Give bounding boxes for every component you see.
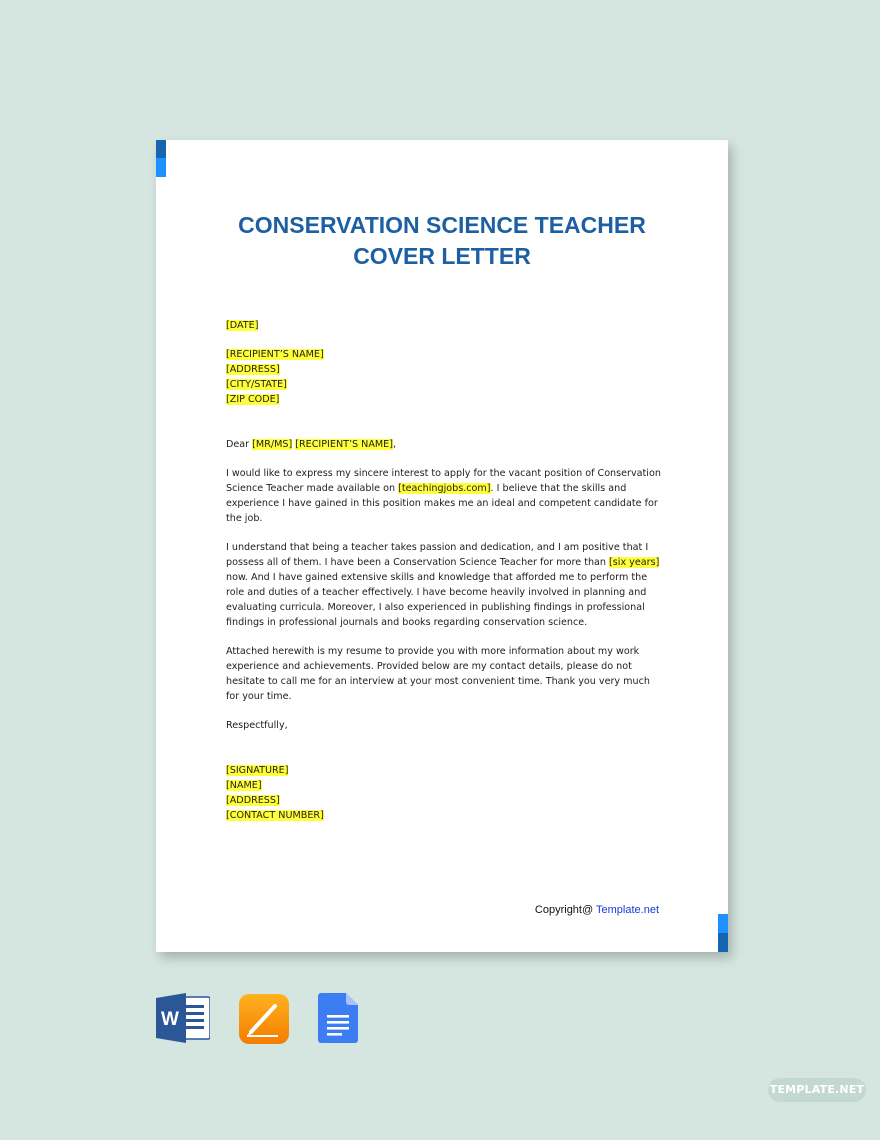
document-page (156, 140, 728, 952)
recipient-zip-line (226, 392, 666, 407)
recipient-zip-placeholder: [ZIP CODE] (226, 394, 280, 405)
svg-text:W: W (161, 1009, 179, 1030)
corner-accent-bottom-dark (718, 933, 728, 952)
salutation-suffix: , (393, 439, 397, 450)
date-line (226, 318, 666, 333)
title-line-1: CONSERVATION SCIENCE TEACHER (238, 212, 646, 238)
years-placeholder: [six years] (609, 557, 660, 568)
recipient-address-line (226, 362, 666, 377)
corner-accent-top-light (156, 158, 166, 177)
paragraph-1-text-a: I would like to express my sincere interest to apply for the vacant position of Conservation Science Teacher made available on (226, 468, 661, 494)
google-docs-icon[interactable] (318, 993, 358, 1043)
salutation-title-placeholder: [MR/MS] (252, 439, 293, 450)
corner-accent-bottom-light (718, 914, 728, 933)
paragraph-2 (226, 540, 666, 630)
date-placeholder: [DATE] (226, 320, 259, 331)
sender-address-line (226, 793, 666, 808)
recipient-name-line (226, 347, 666, 362)
salutation-name-placeholder: [RECIPIENT’S NAME] (295, 439, 393, 450)
copyright-link[interactable]: Template.net (596, 904, 659, 916)
job-site-placeholder: [teachingjobs.com] (398, 483, 491, 494)
closing: Respectfully, (226, 720, 288, 731)
pages-icon[interactable] (238, 993, 290, 1045)
recipient-city-placeholder: [CITY/STATE] (226, 379, 287, 390)
paragraph-2-text-b: now. And I have gained extensive skills and knowledge that afforded me to perform the role and duties of a teacher effectively. I have become heavily involved in planning and evaluating curricula. Moreover, I also experienced in publishing findings in professional findings in professional journals and books regarding conservation science. (226, 572, 648, 628)
salutation (226, 437, 666, 452)
recipient-city-line (226, 377, 666, 392)
sender-contact-line (226, 808, 666, 823)
sender-signature-line (226, 763, 666, 778)
signature-placeholder: [SIGNATURE] (226, 765, 289, 776)
recipient-address-placeholder: [ADDRESS] (226, 364, 280, 375)
sender-name-line (226, 778, 666, 793)
paragraph-1-text-b: . I believe that the skills and experience I have gained in this position makes me an ideal and competent candidate for the job. (226, 483, 658, 524)
letter-body (226, 318, 666, 823)
recipient-name-placeholder: [RECIPIENT’S NAME] (226, 349, 324, 360)
template-net-badge[interactable]: TEMPLATE.NET (768, 1078, 866, 1102)
document-title (156, 210, 728, 272)
paragraph-2-text-a: I understand that being a teacher takes passion and dedication, and I am positive that I possess all of them. I have been a Conservation Science Teacher for more than (226, 542, 649, 568)
salutation-prefix: Dear (226, 439, 253, 450)
copyright-notice (535, 904, 659, 916)
copyright-text: Copyright@ (534, 904, 597, 916)
sender-name-placeholder: [NAME] (226, 780, 262, 791)
title-line-2: COVER LETTER (353, 243, 531, 269)
paragraph-3: Attached herewith is my resume to provide you with more information about my work experience and achievements. Provided below are my contact details, please do not hesitate to call me for an interview at your most convenient time. Thank you very much for your time. (226, 646, 650, 702)
paragraph-1 (226, 466, 666, 526)
corner-accent-top-dark (156, 140, 166, 158)
sender-address-placeholder: [ADDRESS] (226, 795, 280, 806)
contact-number-placeholder: [CONTACT NUMBER] (226, 810, 324, 821)
word-icon[interactable] (156, 993, 210, 1043)
